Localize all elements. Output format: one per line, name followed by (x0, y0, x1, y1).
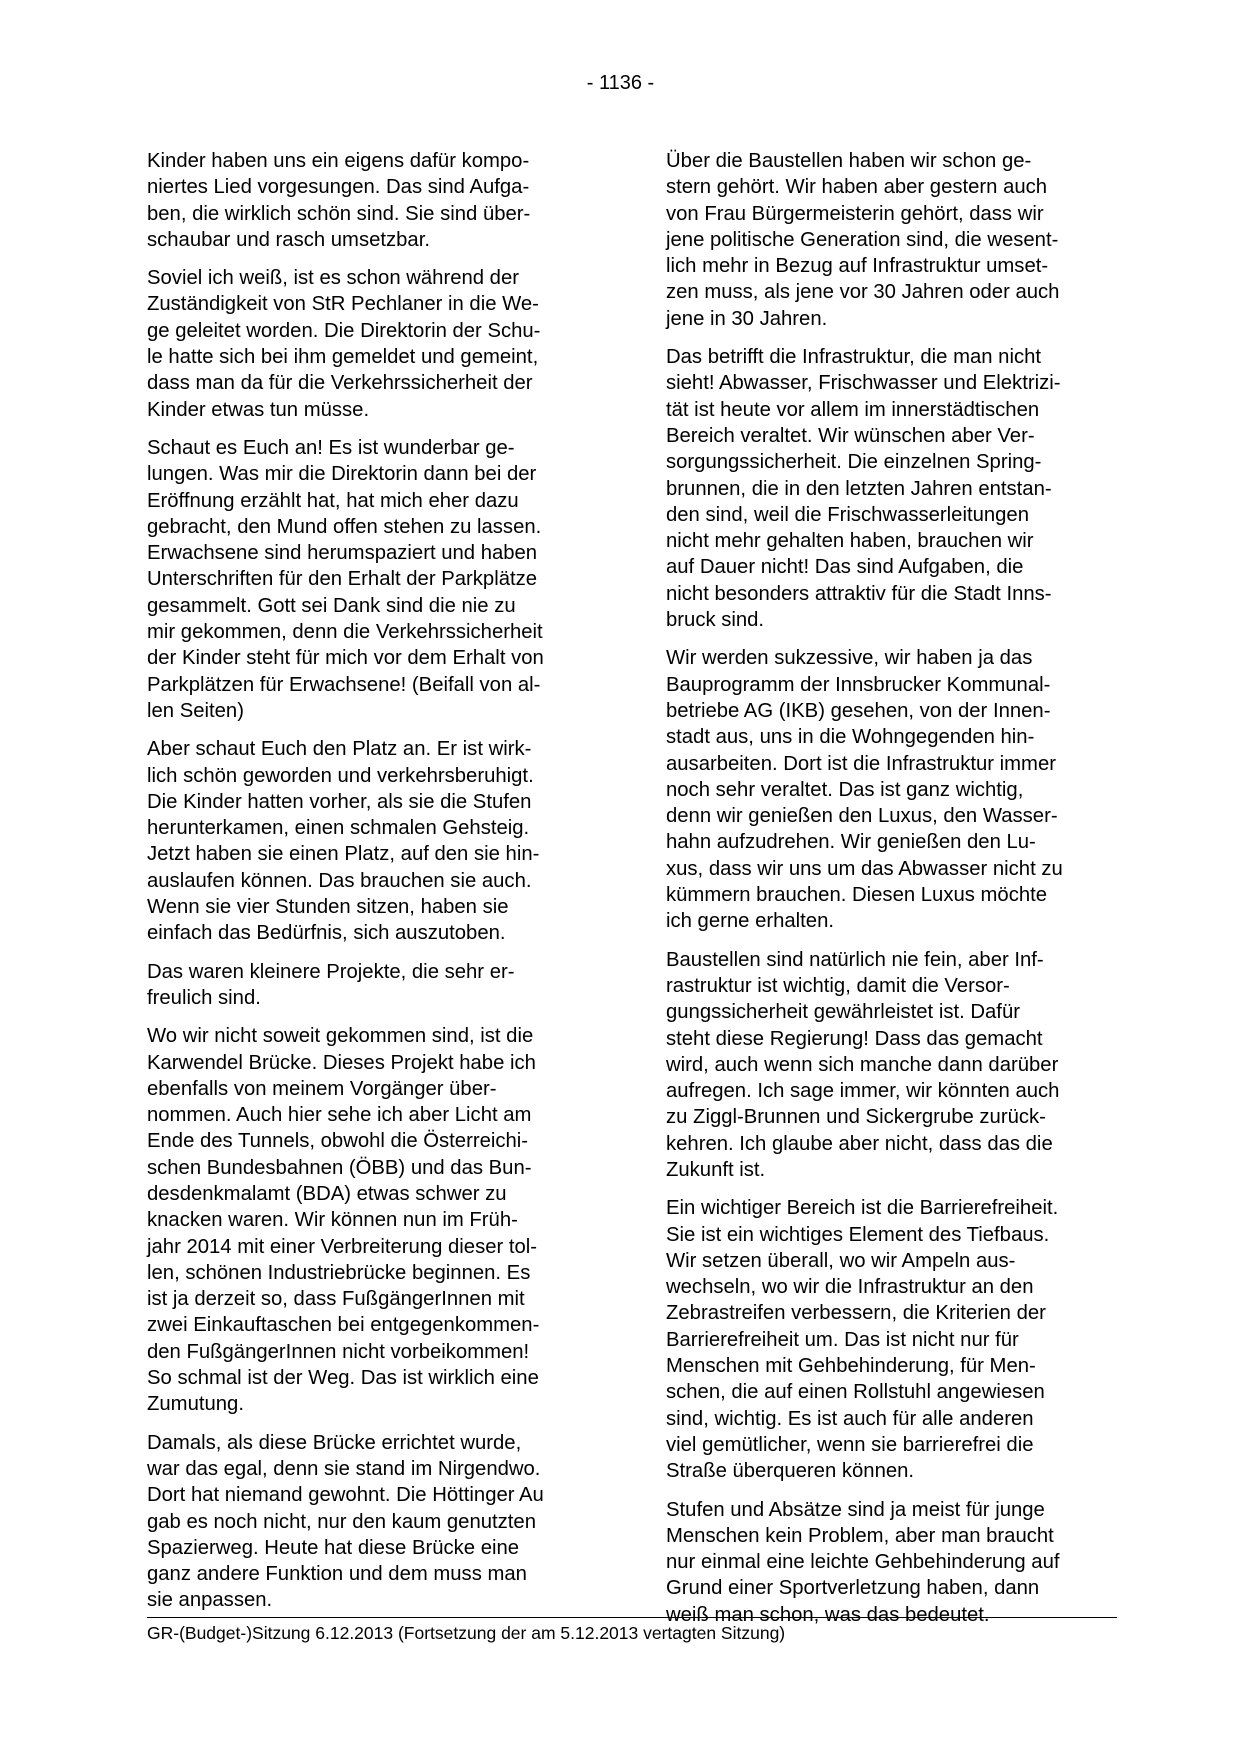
right-column (666, 148, 1108, 1640)
footer-divider (147, 1617, 1117, 1618)
paragraph: Das betrifft die Infrastruktur, die man nicht sieht! Abwasser, Frischwasser und Elektrizi- tät ist heute vor allem im innerstädtischen Bereich veraltet. Wir wünschen aber Ver- sorgungssicherheit. Die einzelnen Spring- brunnen, die in den letzten Jahren entstan- den sind, weil die Frischwasserleitungen nicht mehr gehalten haben, brauchen wir auf Dauer nicht! Das sind Aufgaben, die nicht besonders attraktiv für die Stadt Inns- bruck sind. (666, 346, 1061, 632)
paragraph: Baustellen sind natürlich nie fein, aber Inf- rastruktur ist wichtig, damit die Versor- gungssicherheit gewährleistet ist. Dafür steht diese Regierung! Dass das gemacht wird, auch wenn sich manche dann darüber aufregen. Ich sage immer, wir könnten auch zu Ziggl-Brunnen und Sickergrube zurück- kehren. Ich glaube aber nicht, dass das die Zukunft ist. (666, 948, 1060, 1181)
paragraph: Soviel ich weiß, ist es schon während der Zuständigkeit von StR Pechlaner in die We- ge geleitet worden. Die Direktorin der Schu- le hatte sich bei ihm gemeldet und gemeint, dass man da für die Verkehrssicherheit der Kinder etwas tun müsse. (147, 267, 541, 421)
paragraph: Wo wir nicht soweit gekommen sind, ist die Karwendel Brücke. Dieses Projekt habe ich ebenfalls von meinem Vorgänger über- nommen. Auch hier sehe ich aber Licht am Ende des Tunnels, obwohl die Österreichi- schen Bundesbahnen (ÖBB) und das Bun- desdenkmalamt (BDA) etwas schwer zu knacken waren. Wir können nun im Früh- jahr 2014 mit einer Verbreiterung dieser tol- len, schönen Industriebrücke beginnen. Es ist ja derzeit so, dass FußgängerInnen mit zwei Einkauftaschen bei entgegenkommen- den FußgängerInnen nicht vorbeikommen! So schmal ist der Weg. Das ist wirklich eine Zumutung. (147, 1025, 540, 1416)
footer-text: GR-(Budget-)Sitzung 6.12.2013 (Fortsetzung der am 5.12.2013 vertagten Sitzung) (147, 1623, 786, 1643)
paragraph: Das waren kleinere Projekte, die sehr er- freulich sind. (147, 960, 515, 1009)
paragraph: Wir werden sukzessive, wir haben ja das Bauprogramm der Innsbrucker Kommunal- betriebe AG (IKB) gesehen, von der Innen- stadt aus, uns in die Wohngegenden hin- ausarbeiten. Dort ist die Infrastruktur immer noch sehr veraltet. Das ist ganz wichtig, denn wir genießen den Luxus, den Wasser- hahn aufzudrehen. Wir genießen den Lu- xus, dass wir uns um das Abwasser nicht zu kümmern brauchen. Diesen Luxus möchte ich gerne erhalten. (666, 647, 1063, 933)
paragraph: Schaut es Euch an! Es ist wunderbar ge- lungen. Was mir die Direktorin dann bei der Eröffnung erzählt hat, hat mich eher dazu gebracht, den Mund offen stehen zu lassen. Erwachsene sind herumspaziert und haben Unterschriften für den Erhalt der Parkplätze gesammelt. Gott sei Dank sind die nie zu mir gekommen, denn die Verkehrssicherheit der Kinder steht für mich vor dem Erhalt von Parkplätzen für Erwachsene! (Beifall von al- len Seiten) (147, 436, 544, 722)
paragraph: Über die Baustellen haben wir schon ge- stern gehört. Wir haben aber gestern auch von Frau Bürgermeisterin gehört, dass wir jene politische Generation sind, die wesent- lich mehr in Bezug auf Infrastruktur umset- zen muss, als jene vor 30 Jahren oder auch jene in 30 Jahren. (666, 150, 1060, 330)
paragraph: Damals, als diese Brücke errichtet wurde, war das egal, denn sie stand im Nirgendwo. Dort hat niemand gewohnt. Die Höttinger Au gab es noch nicht, nur den kaum genutzten Spazierweg. Heute hat diese Brücke eine ganz andere Funktion und dem muss man sie anpassen. (147, 1431, 544, 1612)
paragraph: Aber schaut Euch den Platz an. Er ist wirk- lich schön geworden und verkehrsberuhigt. Die Kinder hatten vorher, als sie die Stufen herunterkamen, einen schmalen Gehsteig. Jetzt haben sie einen Platz, auf den sie hin- auslaufen können. Das brauchen sie auch. Wenn sie vier Stunden sitzen, haben sie einfach das Bedürfnis, sich auszutoben. (147, 738, 540, 945)
left-column (147, 148, 589, 1626)
page-number: - 1136 - (586, 72, 655, 94)
paragraph: Ein wichtiger Bereich ist die Barrierefreiheit. Sie ist ein wichtiges Element des Tiefbaus. Wir setzen überall, wo wir Ampeln aus- wechseln, wo wir die Infrastruktur an den Zebrastreifen verbessern, die Kriterien der Barrierefreiheit um. Das ist nicht nur für Menschen mit Gehbehinderung, für Men- schen, die auf einen Rollstuhl angewiesen sind, wichtig. Es ist auch für alle anderen viel gemütlicher, wenn sie barrierefrei die Straße überqueren können. (666, 1197, 1059, 1483)
paragraph: Stufen und Absätze sind ja meist für junge Menschen kein Problem, aber man braucht nur einmal eine leichte Gehbehinderung auf Grund einer Sportverletzung haben, dann weiß man schon, was das bedeutet. (666, 1498, 1060, 1626)
paragraph: Kinder haben uns ein eigens dafür kompo- niertes Lied vorgesungen. Das sind Aufga- ben, die wirklich schön sind. Sie sind über- schaubar und rasch umsetzbar. (147, 150, 531, 251)
